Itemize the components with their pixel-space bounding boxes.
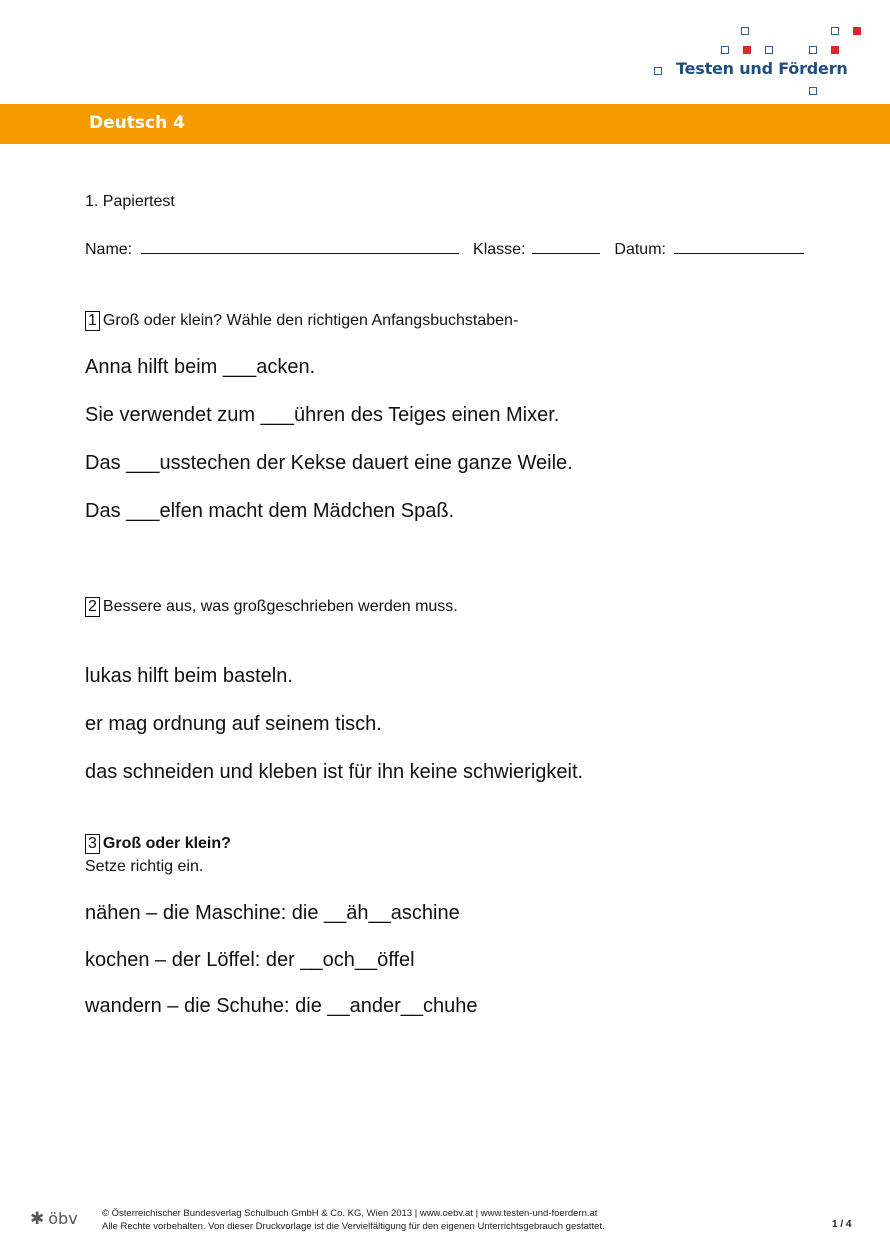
task1-sentence: Anna hilft beim ___acken. (85, 356, 316, 378)
task3-number: 3 (85, 834, 100, 854)
task1-sentence: Sie verwendet zum ___ühren des Teiges einen Mixer. (85, 404, 560, 426)
logo-square-icon (741, 27, 749, 35)
page-number: 1 / 4 (832, 1219, 852, 1230)
footer-copyright: © Österreichischer Bundesverlag Schulbuch GmbH & Co. KG, Wien 2013 | www.oebv.at | www.testen-und-foerdern.at (102, 1208, 598, 1219)
task3-sentence: wandern – die Schuhe: die __ander__chuhe (85, 995, 478, 1017)
task2-heading (85, 597, 458, 617)
datum-label: Datum: (614, 241, 666, 258)
logo-square-icon (809, 87, 817, 95)
task1-sentence: Das ___usstechen der Kekse dauert eine ganze Weile. (85, 452, 573, 474)
task3-instruction: Setze richtig ein. (85, 858, 204, 875)
testen-und-foerdern-logo (0, 0, 890, 100)
task2-instruction: Bessere aus, was großgeschrieben werden muss. (102, 598, 458, 615)
oebv-logo-text: öbv (48, 1209, 78, 1228)
task3-sentence: nähen – die Maschine: die __äh__aschine (85, 902, 460, 924)
subject-banner (0, 104, 890, 144)
task1-heading (85, 311, 518, 331)
logo-square-icon (654, 67, 662, 75)
task3-heading (85, 834, 231, 854)
logo-square-icon (831, 27, 839, 35)
logo-square-icon (831, 46, 839, 54)
task1-number: 1 (85, 311, 100, 331)
task1-sentence: Das ___elfen macht dem Mädchen Spaß. (85, 500, 455, 522)
task3-title: Groß oder klein? (102, 835, 231, 852)
name-line[interactable] (141, 252, 459, 254)
student-info-row (85, 241, 804, 259)
logo-square-icon (721, 46, 729, 54)
logo-square-icon (809, 46, 817, 54)
test-title: 1. Papiertest (85, 193, 175, 210)
logo-square-icon (765, 46, 773, 54)
klasse-label: Klasse: (473, 241, 526, 258)
subject-title: Deutsch 4 (89, 113, 185, 133)
oebv-star-icon: ✱ (30, 1209, 45, 1229)
task1-instruction: Groß oder klein? Wähle den richtigen Anfangsbuchstaben- (102, 312, 519, 329)
datum-line[interactable] (674, 252, 804, 254)
klasse-line[interactable] (532, 252, 600, 254)
oebv-logo (30, 1209, 78, 1229)
footer (0, 1195, 890, 1245)
name-label: Name: (85, 241, 133, 258)
task2-sentence: er mag ordnung auf seinem tisch. (85, 713, 382, 735)
task2-number: 2 (85, 597, 100, 617)
task3-sentence: kochen – der Löffel: der __och__öffel (85, 949, 415, 971)
task2-sentence: lukas hilft beim basteln. (85, 665, 293, 687)
footer-text (102, 1208, 605, 1233)
task2-sentence: das schneiden und kleben ist für ihn keine schwierigkeit. (85, 761, 584, 783)
footer-rights: Alle Rechte vorbehalten. Von dieser Druckvorlage ist die Vervielfältigung für den eigenen Unterrichtsgebrauch gestattet. (102, 1220, 605, 1232)
logo-text: Testen und Fördern (676, 59, 848, 78)
logo-square-icon (853, 27, 861, 35)
logo-square-icon (743, 46, 751, 54)
